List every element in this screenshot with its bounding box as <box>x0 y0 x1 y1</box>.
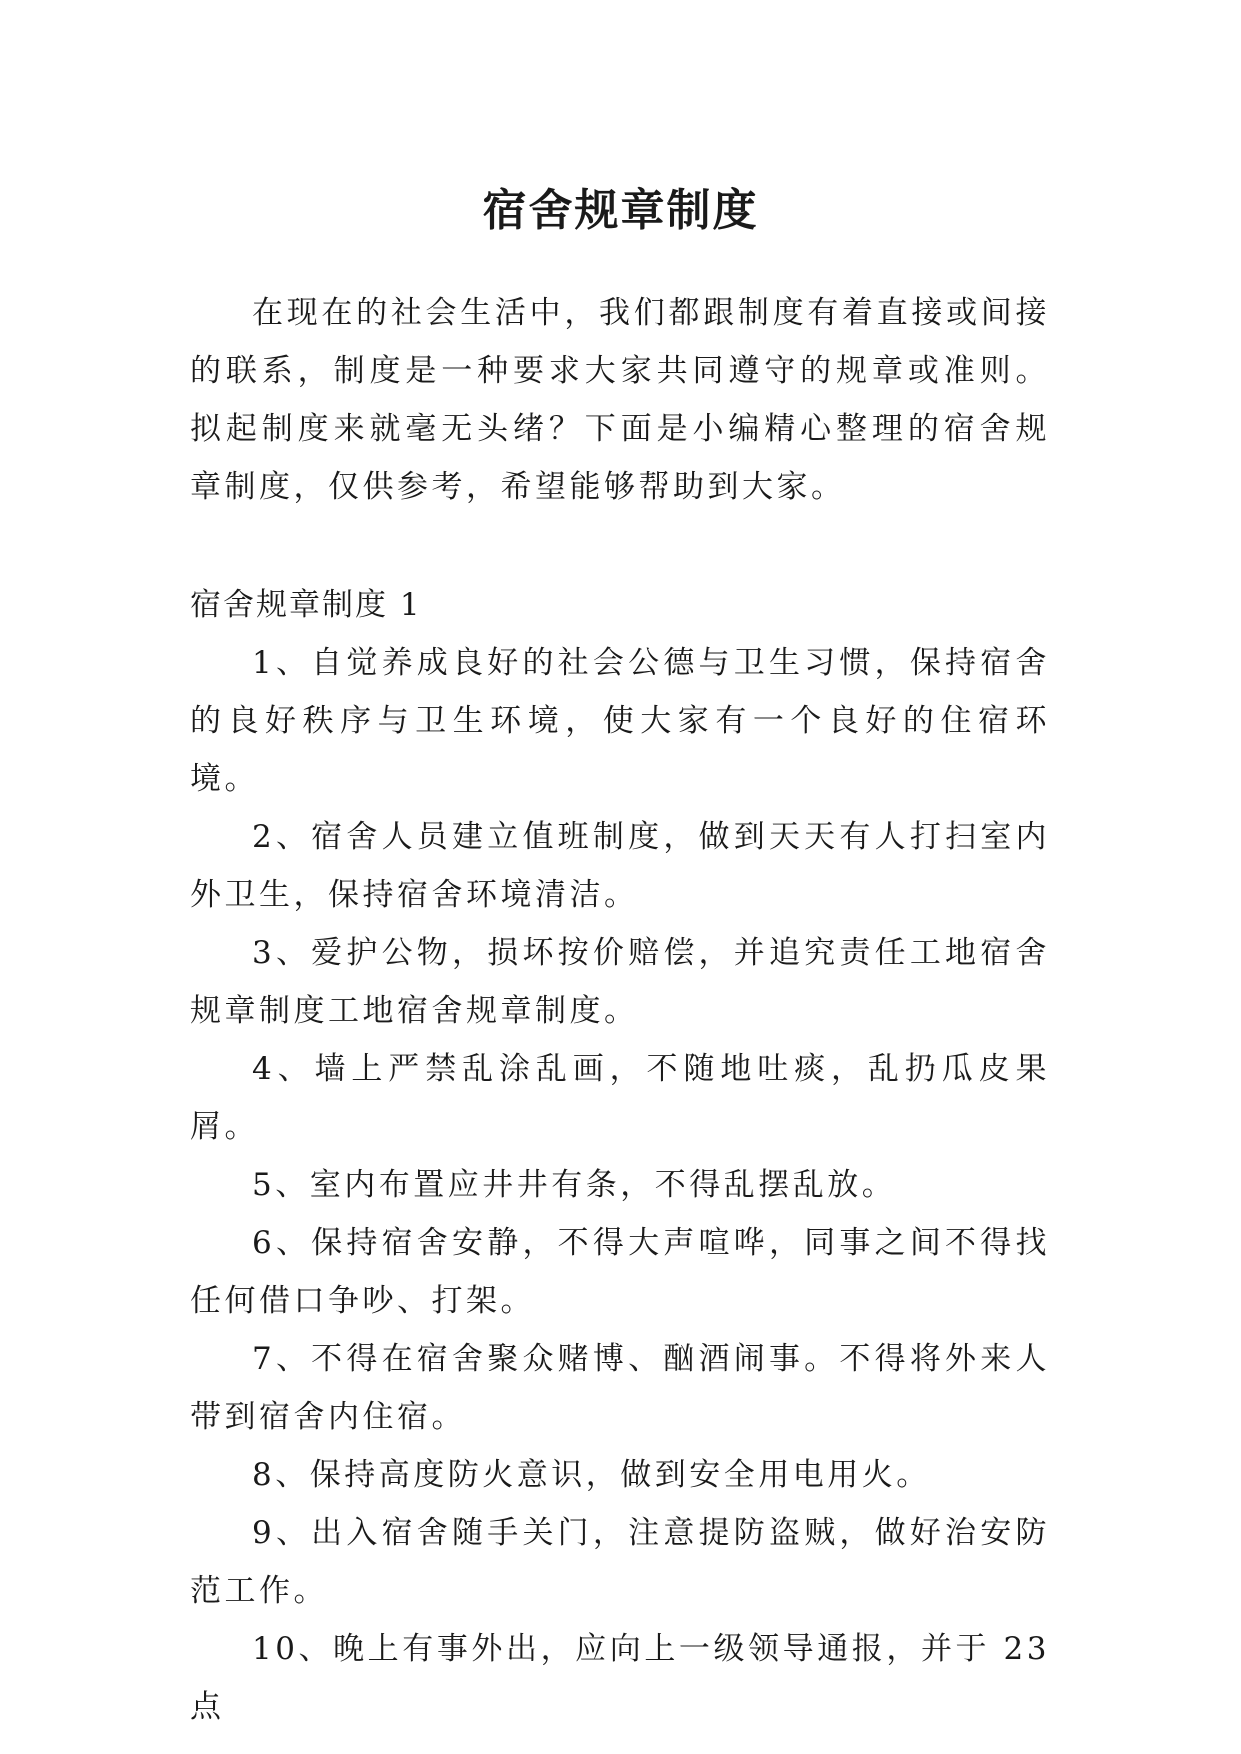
rule-item: 9、出入宿舍随手关门，注意提防盗贼，做好治安防范工作。 <box>190 1515 1050 1609</box>
intro-paragraph: 在现在的社会生活中，我们都跟制度有着直接或间接的联系，制度是一种要求大家共同遵守的规章或准则。拟起制度来就毫无头绪？下面是小编精心整理的宿舍规章制度，仅供参考，希望能够帮助到大家。 <box>190 295 1050 505</box>
rule-item: 10、晚上有事外出，应向上一级领导通报，并于 23 点 <box>190 1631 1050 1725</box>
rule-item: 7、不得在宿舍聚众赌博、酗酒闹事。不得将外来人带到宿舍内住宿。 <box>190 1341 1050 1435</box>
rule-item: 3、爱护公物，损坏按价赔偿，并追究责任工地宿舍规章制度工地宿舍规章制度。 <box>190 935 1050 1029</box>
section-heading: 宿舍规章制度 1 <box>190 587 422 623</box>
rules-section <box>190 576 1050 1736</box>
page-title: 宿舍规章制度 <box>482 185 759 237</box>
rule-item: 1、自觉养成良好的社会公德与卫生习惯，保持宿舍的良好秩序与卫生环境，使大家有一个良好的住宿环境。 <box>190 645 1050 797</box>
rule-item: 4、墙上严禁乱涂乱画，不随地吐痰，乱扔瓜皮果屑。 <box>190 1051 1050 1145</box>
rule-item: 6、保持宿舍安静，不得大声喧哗，同事之间不得找任何借口争吵、打架。 <box>190 1225 1050 1319</box>
rule-item: 5、室内布置应井井有条，不得乱摆乱放。 <box>252 1167 897 1203</box>
rule-item: 2、宿舍人员建立值班制度，做到天天有人打扫室内外卫生，保持宿舍环境清洁。 <box>190 819 1050 913</box>
rule-item: 8、保持高度防火意识，做到安全用电用火。 <box>252 1457 931 1493</box>
